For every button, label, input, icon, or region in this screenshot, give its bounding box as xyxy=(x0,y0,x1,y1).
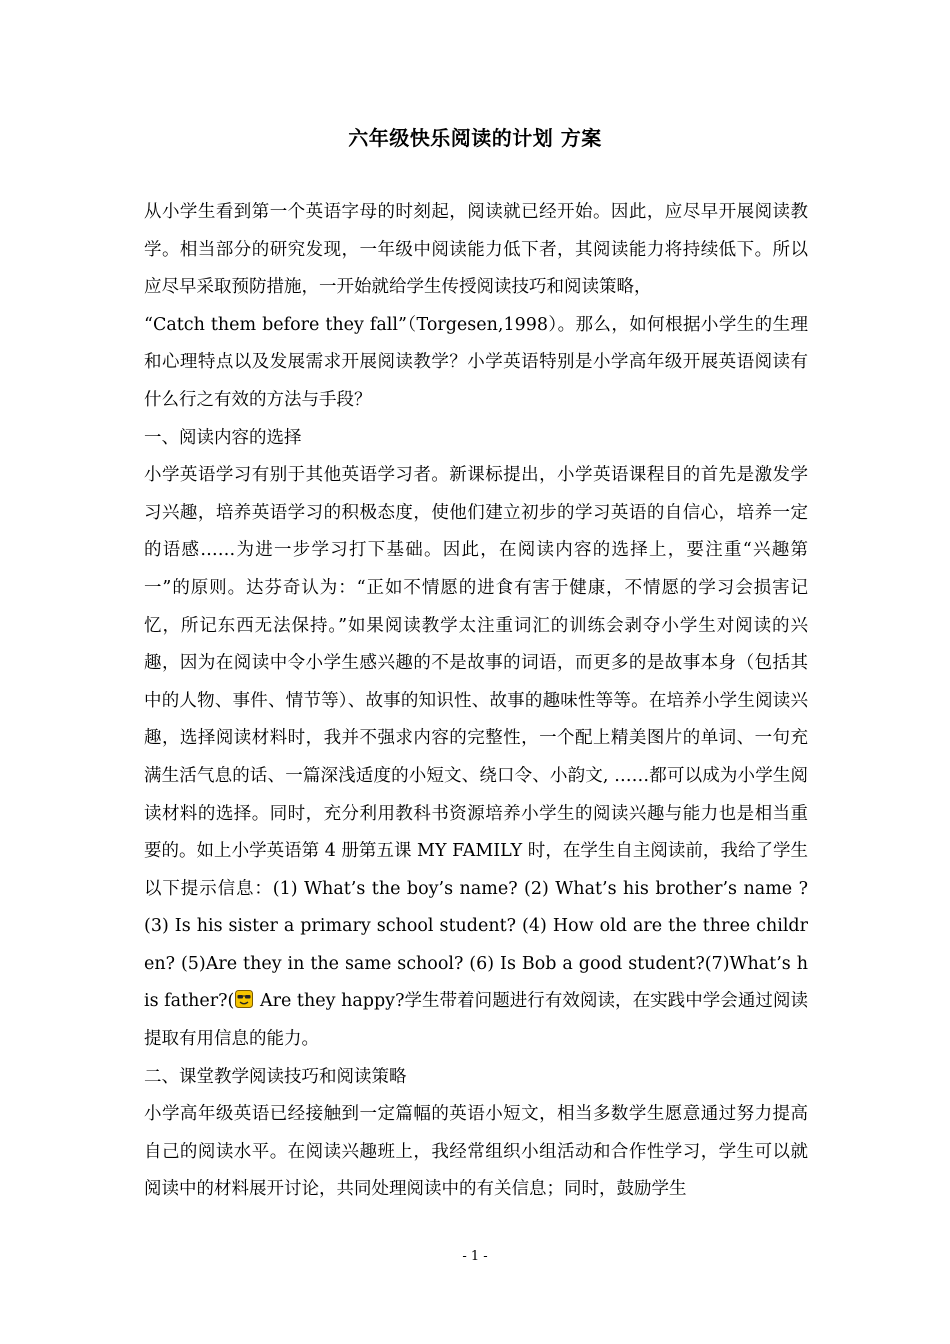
section-heading-2: 二、课堂教学阅读技巧和阅读策略 xyxy=(144,1066,407,1087)
section-1-text-a: 小学英语学习有别于其他英语学习者。新课标提出，小学英语课程目的首先是激发学习兴趣，培养英语学习的积极态度，使他们建立初步的学习英语的自信心，培养一定的语感……为进一步学习打下基础。因此，在阅读内容的选择上，要注重“兴趣第一”的原则。达芬奇认为：“正如不情愿的进食有害于健康，不情愿的学习会损害记忆，所记东西无法保持。”如果阅读教学太注重词汇的训练会剥夺小学生对阅读的兴趣，因为在阅读中令小学生感兴趣的不是故事的词语，而更多的是故事本身（包括其中的人物、事件、情节等）、故事的知识性、故事的趣味性等等。在培养小学生阅读兴趣，选择阅读材料时，我并不强求内容的完整性，一个配上精美图片的单词、一句充满生活气息的话、一篇深浅适度的小短文、绕口令、小韵文, ……都可以成为小学生阅读材料的选择。同时，充分利用教科书资源培养小学生的阅读兴趣与能力也是相当重要的。如上小学英语第 4 册第五课 MY FAMILY 时，在学生自主阅读前，我给了学生以下提示信息：(1) What’s the boy’s name? (2) What’s his brother’s name ? (3) Is his sister a primary school student? (4) How old are the three children? (5)Are they in the same school? (6) Is Bob a good student?(7)What’s his father?( xyxy=(144,465,808,1012)
document-body xyxy=(144,194,808,1209)
section-heading-1: 一、阅读内容的选择 xyxy=(144,427,302,448)
sunglasses-face-emoji-icon xyxy=(235,990,253,1008)
section-1-text-b: Are they happy?学生带着问题进行有效阅读，在实践中学会通过阅读提取有用信息的能力。 xyxy=(144,991,808,1050)
document-title: 六年级快乐阅读的计划 方案 xyxy=(348,126,602,150)
page-number: - 1 - xyxy=(462,1249,488,1264)
section-2-paragraph: 小学高年级英语已经接触到一定篇幅的英语小短文，相当多数学生愿意通过努力提高自己的阅读水平。在阅读兴趣班上，我经常组织小组活动和合作性学习，学生可以就阅读中的材料展开讨论，共同处理阅读中的有关信息；同时，鼓励学生 xyxy=(144,1104,808,1200)
intro-paragraph-2: “Catch them before they fall”（Torgesen,1998）。那么，如何根据小学生的生理和心理特点以及发展需求开展阅读教学？小学英语特别是小学高年级开展英语阅读有什么行之有效的方法与手段？ xyxy=(144,314,808,410)
section-1-paragraph xyxy=(144,457,808,1059)
intro-paragraph-1: 从小学生看到第一个英语字母的时刻起，阅读就已经开始。因此，应尽早开展阅读教学。相当部分的研究发现，一年级中阅读能力低下者，其阅读能力将持续低下。所以应尽早采取预防措施，一开始就给学生传授阅读技巧和阅读策略， xyxy=(144,202,808,298)
